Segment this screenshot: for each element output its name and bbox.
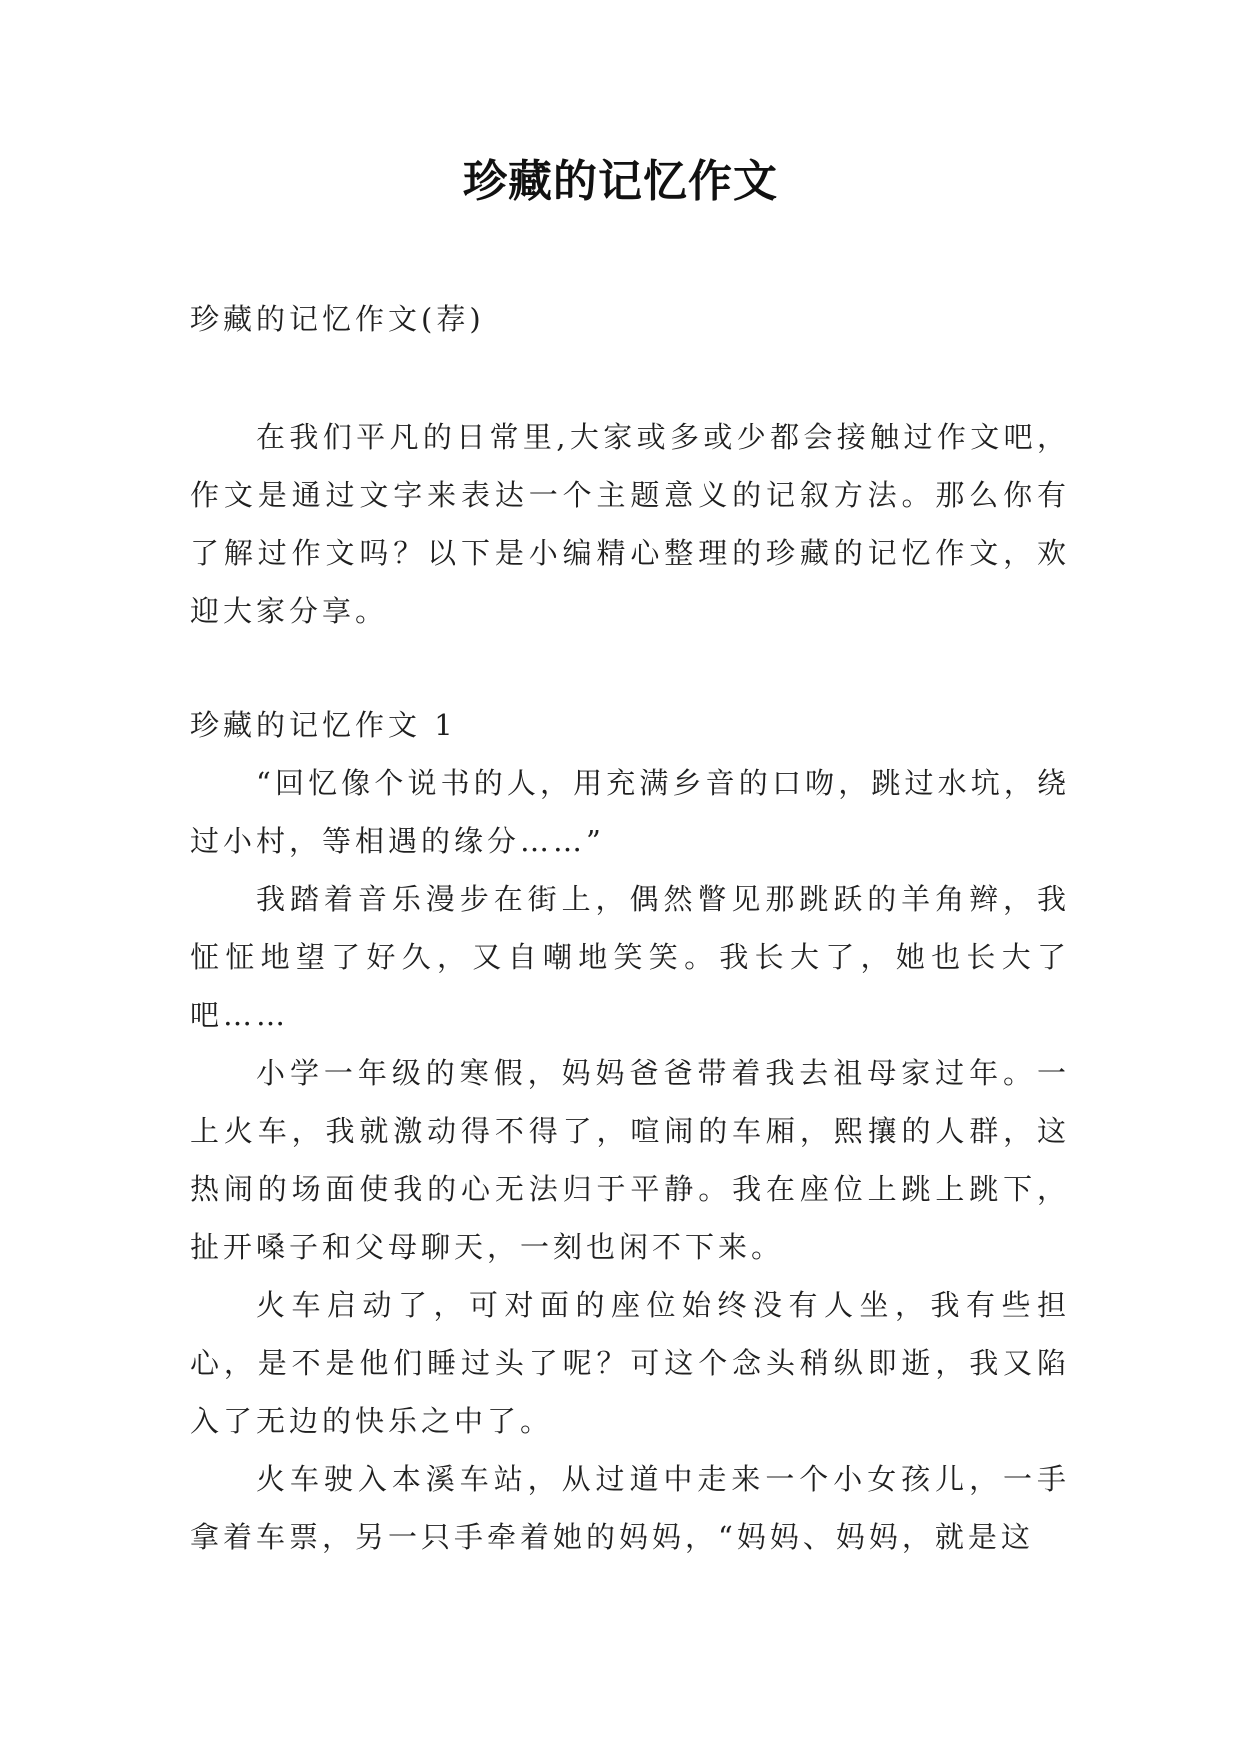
document-subtitle: 珍藏的记忆作文(荐) <box>190 302 485 336</box>
document-body <box>190 290 1070 1566</box>
document-title: 珍藏的记忆作文 <box>463 156 778 207</box>
body-paragraph: “回忆像个说书的人，用充满乡音的口吻，跳过水坑，绕过小村，等相遇的缘分……” <box>190 766 1070 858</box>
section-heading: 珍藏的记忆作文 1 <box>190 708 457 742</box>
body-paragraph: 我踏着音乐漫步在街上，偶然瞥见那跳跃的羊角辫，我怔怔地望了好久，又自嘲地笑笑。我长大了，她也长大了吧…… <box>190 882 1070 1032</box>
body-paragraph: 火车启动了，可对面的座位始终没有人坐，我有些担心，是不是他们睡过头了呢？可这个念头稍纵即逝，我又陷入了无边的快乐之中了。 <box>190 1288 1070 1438</box>
intro-paragraph: 在我们平凡的日常里,大家或多或少都会接触过作文吧，作文是通过文字来表达一个主题意义的记叙方法。那么你有了解过作文吗？以下是小编精心整理的珍藏的记忆作文，欢迎大家分享。 <box>190 420 1070 628</box>
body-paragraph: 小学一年级的寒假，妈妈爸爸带着我去祖母家过年。一上火车，我就激动得不得了，喧闹的车厢，熙攘的人群，这热闹的场面使我的心无法归于平静。我在座位上跳上跳下，扯开嗓子和父母聊天，一刻也闲不下来。 <box>190 1056 1070 1264</box>
body-paragraph: 火车驶入本溪车站，从过道中走来一个小女孩儿，一手拿着车票，另一只手牵着她的妈妈，“妈妈、妈妈，就是这 <box>190 1462 1070 1554</box>
